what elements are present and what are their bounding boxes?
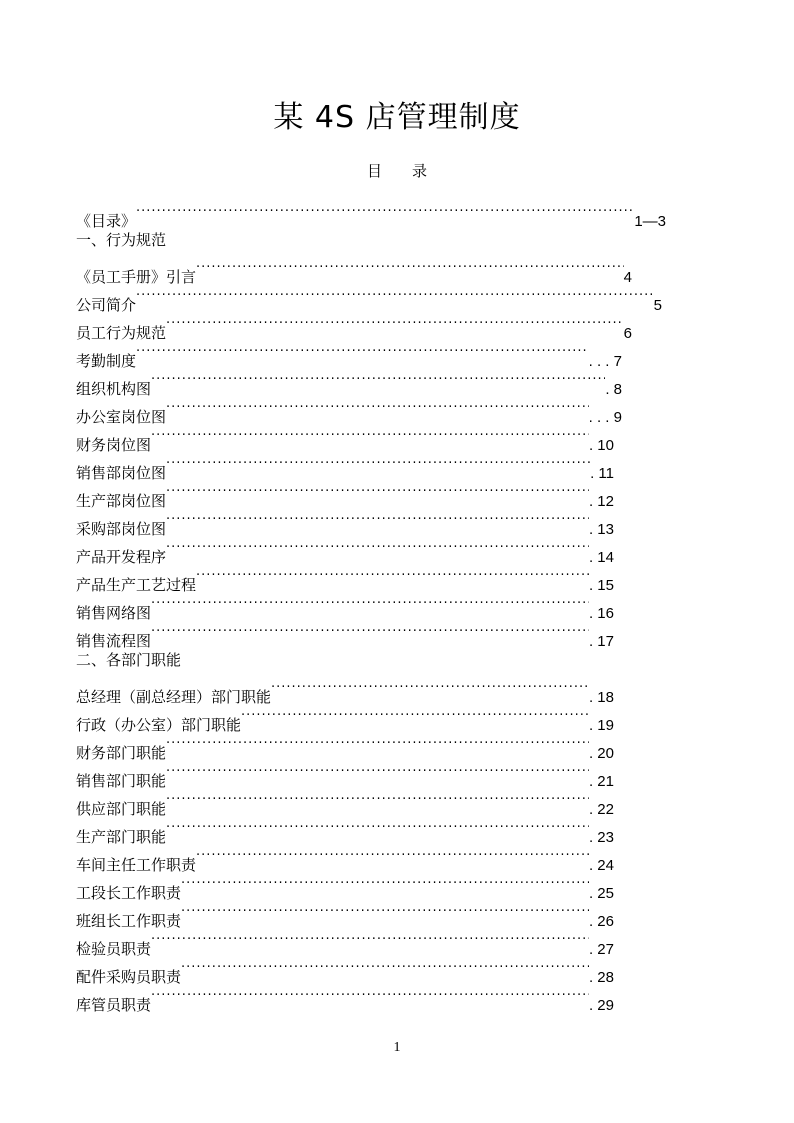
toc-entry[interactable]: [76, 338, 622, 370]
toc-dot-leader: [136, 198, 634, 226]
toc-entry-page: . 15: [588, 577, 614, 594]
toc-entry-page: . 16: [588, 605, 614, 622]
toc-entry-page: . 22: [588, 801, 614, 818]
toc-dot-leader: [136, 338, 589, 366]
toc-entry-label: 采购部岗位图: [76, 520, 167, 538]
toc-entry[interactable]: [76, 282, 662, 314]
toc-section-heading: 一、行为规范: [76, 231, 167, 249]
toc-dot-leader: [151, 926, 589, 954]
toc-dot-leader: [271, 674, 589, 702]
toc-entry-page: . 26: [588, 913, 614, 930]
toc-entry-page: . 25: [588, 885, 614, 902]
toc-entry-label: 生产部门职能: [76, 828, 167, 846]
toc-entry[interactable]: [76, 254, 632, 286]
toc-entry-label: 行政（办公室）部门职能: [76, 716, 242, 734]
toc-dot-leader: [136, 282, 654, 310]
toc-entry-page: 1—3: [634, 213, 666, 230]
toc-dot-leader: [151, 366, 605, 394]
toc-entry[interactable]: [76, 366, 622, 398]
toc-entry-page: . 20: [588, 745, 614, 762]
toc-entry[interactable]: [76, 590, 614, 622]
toc-dot-leader: [166, 786, 589, 814]
toc-dot-leader: [166, 450, 590, 478]
toc-dot-leader: [166, 506, 589, 534]
toc-dot-leader: [196, 562, 589, 590]
toc-entry-label: 产品生产工艺过程: [76, 576, 197, 594]
toc-entry-page: 6: [623, 325, 632, 342]
toc-dot-leader: [151, 982, 589, 1010]
toc-entry[interactable]: [76, 310, 632, 342]
toc-dot-leader: [151, 422, 589, 450]
toc-entry-label: 班组长工作职责: [76, 912, 182, 930]
toc-entry[interactable]: [76, 394, 622, 426]
toc-entry-label: 销售网络图: [76, 604, 152, 622]
toc-entry[interactable]: [76, 674, 614, 706]
toc-entry-page: 4: [623, 269, 632, 286]
toc-entry[interactable]: [76, 450, 614, 482]
toc-dot-leader: [166, 534, 589, 562]
toc-section-heading: 二、各部门职能: [76, 651, 182, 669]
toc-dot-leader: [166, 394, 589, 422]
toc-dot-leader: [181, 870, 589, 898]
toc-entry-page: . 27: [588, 941, 614, 958]
toc-entry-label: 《员工手册》引言: [76, 268, 197, 286]
toc-entry-label: 车间主任工作职责: [76, 856, 197, 874]
toc-entry-label: 库管员职责: [76, 996, 152, 1014]
toc-entry-page: . 19: [588, 717, 614, 734]
toc-dot-leader: [151, 590, 589, 618]
toc-entry-page: . . . 9: [588, 409, 622, 426]
table-of-contents: [76, 198, 676, 1014]
toc-dot-leader: [166, 478, 589, 506]
toc-entry-label: 销售部门职能: [76, 772, 167, 790]
toc-heading: 目录: [366, 162, 457, 180]
toc-dot-leader: [166, 730, 589, 758]
toc-entry-page: . 21: [588, 773, 614, 790]
toc-entry-page: . 8: [605, 381, 622, 398]
toc-entry-page: . . . 7: [588, 353, 622, 370]
toc-entry-label: 销售流程图: [76, 632, 152, 650]
toc-entry[interactable]: [76, 198, 666, 230]
toc-entry-page: . 13: [588, 521, 614, 538]
toc-entry-page: . 12: [588, 493, 614, 510]
toc-entry-page: . 28: [588, 969, 614, 986]
toc-entry-page: . 14: [588, 549, 614, 566]
toc-dot-leader: [166, 758, 589, 786]
toc-entry[interactable]: [76, 618, 614, 650]
toc-entry-label: 公司简介: [76, 296, 137, 314]
toc-entry-label: 产品开发程序: [76, 548, 167, 566]
toc-entry-label: 工段长工作职责: [76, 884, 182, 902]
toc-entry[interactable]: [76, 926, 614, 958]
toc-dot-leader: [166, 814, 589, 842]
toc-entry-page: . 29: [588, 997, 614, 1014]
toc-entry-label: 销售部岗位图: [76, 464, 167, 482]
toc-entry-label: 《目录》: [76, 212, 137, 230]
toc-entry[interactable]: [76, 954, 614, 986]
toc-entry-page: . 11: [590, 465, 614, 482]
toc-entry-label: 组织机构图: [76, 380, 152, 398]
toc-entry-label: 检验员职责: [76, 940, 152, 958]
toc-entry-label: 办公室岗位图: [76, 408, 167, 426]
toc-entry-label: 供应部门职能: [76, 800, 167, 818]
toc-dot-leader: [196, 254, 624, 282]
toc-entry-label: 生产部岗位图: [76, 492, 167, 510]
document-title: 某 4S 店管理制度: [273, 100, 521, 135]
toc-entry-label: 员工行为规范: [76, 324, 167, 342]
toc-entry-label: 考勤制度: [76, 352, 137, 370]
toc-dot-leader: [181, 898, 589, 926]
toc-entry-label: 配件采购员职责: [76, 968, 182, 986]
toc-entry-page: . 23: [588, 829, 614, 846]
toc-entry[interactable]: [76, 422, 614, 454]
toc-entry-label: 财务岗位图: [76, 436, 152, 454]
toc-entry-page: . 24: [588, 857, 614, 874]
toc-dot-leader: [151, 618, 589, 646]
toc-entry-page: . 18: [588, 689, 614, 706]
toc-entry[interactable]: [76, 982, 614, 1014]
page-number: 1: [393, 1040, 401, 1055]
toc-entry-label: 总经理（副总经理）部门职能: [76, 688, 272, 706]
toc-entry-page: . 10: [588, 437, 614, 454]
toc-dot-leader: [166, 310, 624, 338]
toc-entry-page: . 17: [588, 633, 614, 650]
toc-dot-leader: [181, 954, 589, 982]
toc-dot-leader: [196, 842, 589, 870]
toc-entry-page: 5: [653, 297, 662, 314]
toc-dot-leader: [241, 702, 589, 730]
toc-entry-label: 财务部门职能: [76, 744, 167, 762]
